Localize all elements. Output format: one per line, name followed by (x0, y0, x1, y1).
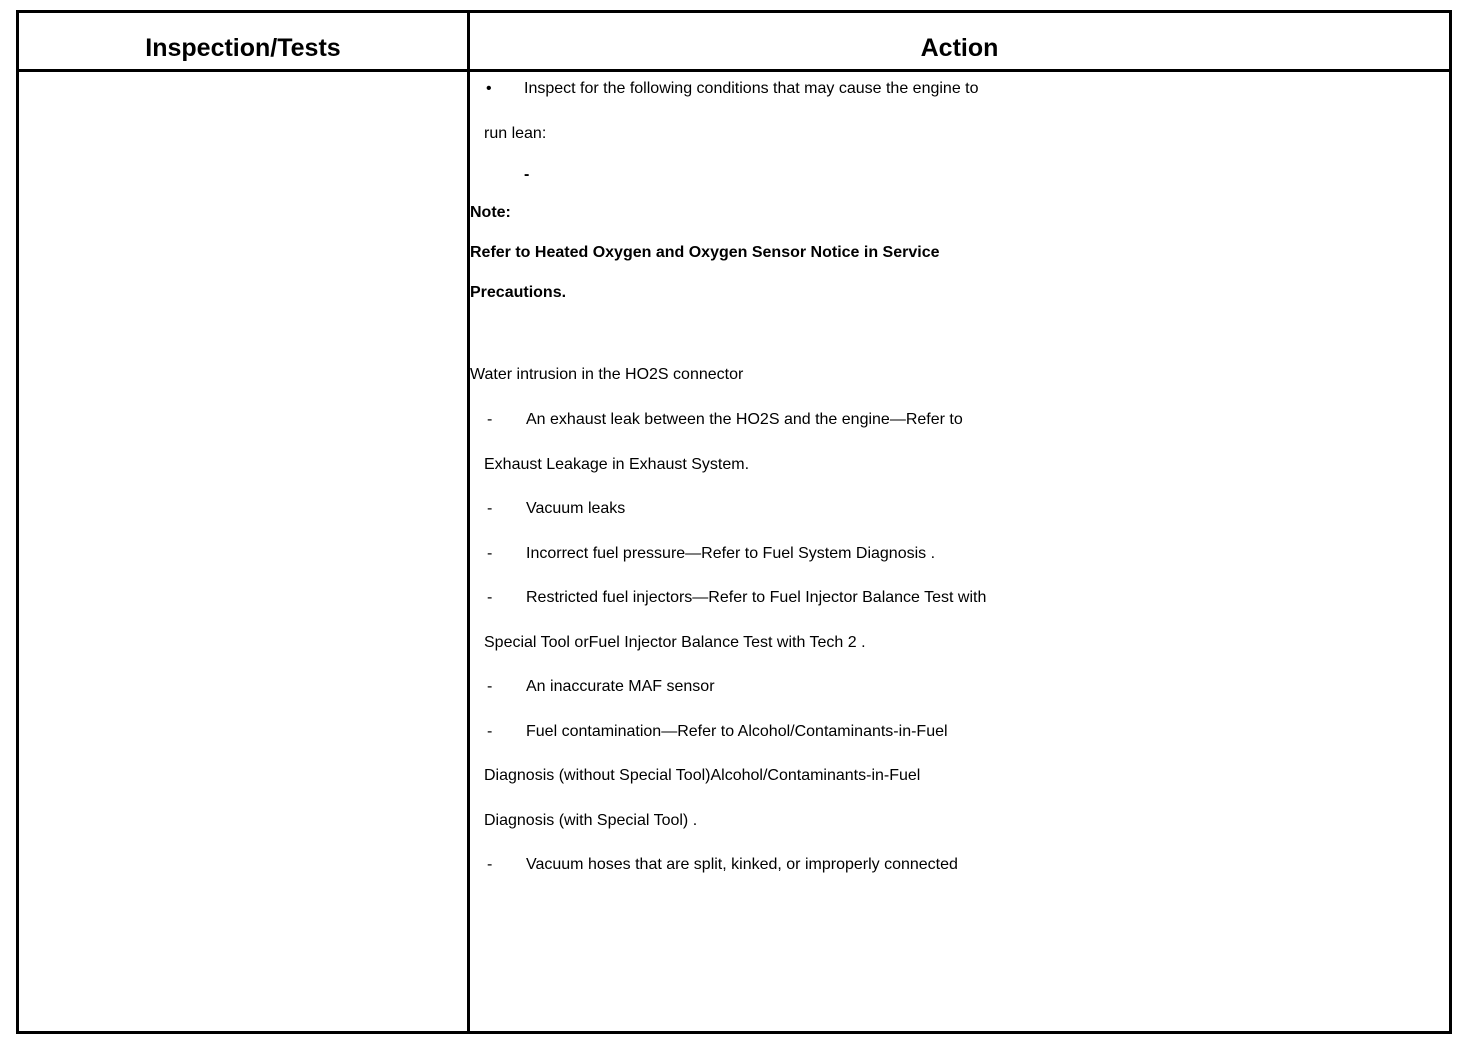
dash-icon: - (487, 545, 493, 562)
list-item-fuel-contamination: Fuel contamination—Refer to Alcohol/Contaminants-in-Fuel (526, 723, 948, 740)
note-label: Note: (470, 204, 511, 221)
list-item-exhaust-leak: An exhaust leak between the HO2S and the engine—Refer to (526, 411, 963, 428)
list-item-fuel-injectors-cont: Special Tool orFuel Injector Balance Test with Tech 2 . (484, 634, 866, 651)
dash-icon: - (487, 856, 493, 873)
inspection-table (16, 10, 1452, 1034)
dash-icon: - (487, 500, 493, 517)
list-item-vacuum-hoses: Vacuum hoses that are split, kinked, or improperly connected (526, 856, 958, 873)
list-item-fuel-injectors: Restricted fuel injectors—Refer to Fuel Injector Balance Test with (526, 589, 987, 606)
note-line-1: Refer to Heated Oxygen and Oxygen Sensor Notice in Service (470, 244, 940, 261)
dash-icon: - (487, 723, 493, 740)
list-item-exhaust-leak-cont: Exhaust Leakage in Exhaust System. (484, 456, 750, 473)
header-action: Action (920, 34, 999, 62)
intro-line-2: run lean: (484, 125, 547, 142)
intro-line-1: Inspect for the following conditions that may cause the engine to (524, 80, 979, 97)
list-item-vacuum-leaks: Vacuum leaks (526, 500, 626, 517)
list-item-fuel-contamination-cont-2: Diagnosis (with Special Tool) . (484, 812, 698, 829)
header-divider (19, 69, 1449, 72)
dash-icon: - (487, 678, 493, 695)
list-item-fuel-pressure: Incorrect fuel pressure—Refer to Fuel System Diagnosis . (526, 545, 936, 562)
column-divider (467, 13, 470, 1031)
header-inspection-tests: Inspection/Tests (145, 34, 341, 62)
dash-icon: - (487, 411, 493, 428)
water-intrusion-item: Water intrusion in the HO2S connector (470, 366, 744, 383)
dash-icon: - (487, 589, 493, 606)
sub-dash-icon: - (524, 166, 530, 183)
list-item-maf-sensor: An inaccurate MAF sensor (526, 678, 715, 695)
list-item-fuel-contamination-cont-1: Diagnosis (without Special Tool)Alcohol/Contaminants-in-Fuel (484, 767, 921, 784)
bullet-icon: • (486, 80, 492, 97)
note-line-2: Precautions. (470, 284, 567, 301)
